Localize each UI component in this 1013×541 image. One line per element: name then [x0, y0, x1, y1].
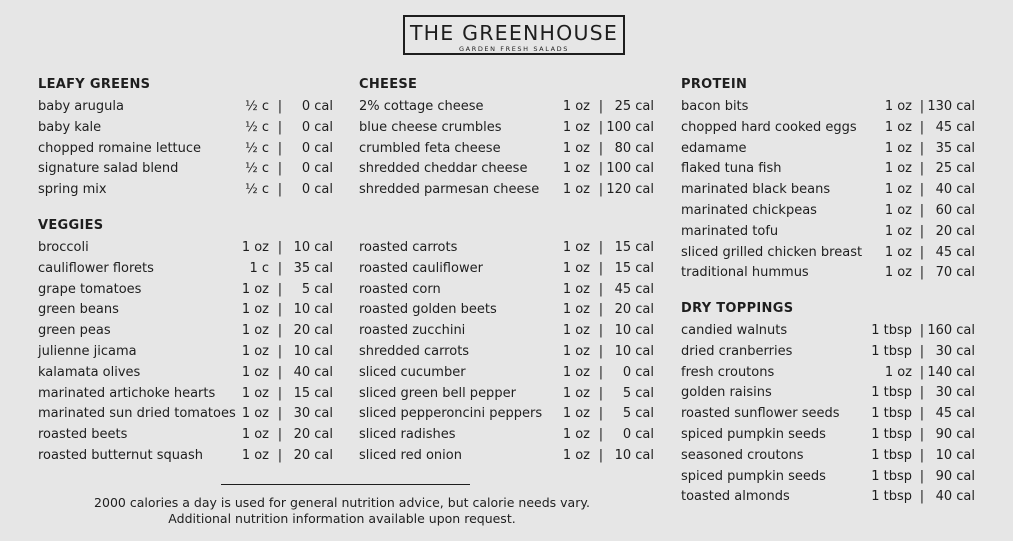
menu-item — [681, 445, 975, 466]
menu-item-calories: 20 cal — [293, 427, 333, 443]
menu-item — [359, 341, 654, 362]
menu-item — [38, 383, 333, 404]
menu-item-name: roasted carrots — [359, 240, 458, 255]
menu-item-serving: 1 c — [249, 260, 269, 276]
menu-item-separator: | — [598, 240, 604, 255]
menu-item-serving: 1 oz — [884, 182, 912, 198]
menu-item-serving: ½ c — [245, 161, 269, 177]
menu-item-separator: | — [919, 427, 925, 442]
menu-item-calories: 35 cal — [293, 260, 333, 276]
menu-item-separator: | — [919, 203, 925, 218]
menu-item-calories: 45 cal — [935, 244, 975, 260]
menu-item-calories: 45 cal — [614, 281, 654, 297]
menu-item-serving: ½ c — [245, 140, 269, 156]
menu-item-serving: 1 oz — [562, 119, 590, 135]
menu-item — [38, 403, 333, 424]
menu-item-separator: | — [277, 344, 283, 359]
menu-item-separator: | — [919, 265, 925, 281]
menu-item-separator: | — [598, 406, 604, 422]
menu-item-separator: | — [919, 323, 925, 338]
menu-item-serving: 1 oz — [241, 344, 269, 359]
menu-item-calories: 40 cal — [935, 182, 975, 198]
menu-item-serving: 1 oz — [562, 302, 590, 318]
menu-item — [359, 117, 654, 138]
menu-item-name: sliced grilled chicken breast — [681, 244, 863, 260]
menu-item-separator: | — [919, 343, 925, 359]
menu-item-calories: 15 cal — [614, 240, 654, 255]
menu-item-serving: 1 tbsp — [871, 468, 912, 484]
menu-item-serving: 1 oz — [884, 140, 912, 156]
menu-item-calories: 0 cal — [622, 427, 654, 443]
menu-item-name: roasted beets — [38, 427, 128, 443]
menu-item-serving: 1 tbsp — [871, 406, 912, 422]
menu-item-serving: 1 oz — [884, 265, 912, 281]
menu-item-separator: | — [598, 119, 604, 135]
menu-item-separator: | — [598, 140, 604, 156]
menu-item-serving: 1 tbsp — [871, 323, 912, 338]
menu-item-calories: 10 cal — [935, 447, 975, 463]
menu-item-calories: 20 cal — [293, 448, 333, 463]
menu-item-calories: 30 cal — [935, 343, 975, 359]
menu-item-serving: 1 oz — [562, 344, 590, 359]
menu-item — [681, 486, 975, 507]
menu-item — [681, 138, 975, 159]
menu-item-separator: | — [598, 161, 604, 177]
menu-item — [38, 237, 333, 258]
menu-item-name: green peas — [38, 323, 111, 339]
menu-item-serving: 1 oz — [562, 260, 590, 276]
menu-item — [38, 362, 333, 383]
menu-item — [681, 117, 975, 138]
menu-item-calories: 140 cal — [927, 364, 975, 380]
menu-item — [359, 299, 654, 320]
menu-item-calories: 20 cal — [935, 223, 975, 239]
menu-item-name: kalamata olives — [38, 364, 141, 380]
menu-item-serving: 1 tbsp — [871, 385, 912, 401]
menu-item-separator: | — [277, 119, 283, 135]
menu-item — [359, 403, 654, 424]
menu-item-name: sliced green bell pepper — [359, 385, 516, 401]
menu-item-name: marinated sun dried tomatoes — [38, 406, 236, 422]
menu-item-serving: 1 oz — [562, 281, 590, 297]
menu-item-calories: 20 cal — [614, 302, 654, 318]
menu-item — [38, 258, 333, 279]
menu-item-serving: 1 oz — [241, 240, 269, 255]
menu-item-serving: 1 oz — [884, 364, 912, 380]
nutrition-note: 2000 calories a day is used for general nutrition advice, but calorie needs vary. — [94, 495, 590, 510]
menu-item-separator: | — [598, 344, 604, 359]
menu-item-calories: 160 cal — [927, 323, 975, 338]
menu-item-calories: 10 cal — [293, 302, 333, 318]
menu-item-serving: 1 oz — [562, 240, 590, 255]
menu-item-serving: ½ c — [245, 182, 269, 198]
menu-item-name: marinated chickpeas — [681, 203, 817, 218]
menu-item-serving: 1 oz — [562, 323, 590, 339]
menu-item-serving: 1 oz — [562, 385, 590, 401]
menu-item — [38, 158, 333, 179]
menu-item-calories: 60 cal — [935, 203, 975, 218]
menu-item-calories: 0 cal — [301, 161, 333, 177]
menu-item-name: blue cheese crumbles — [359, 119, 502, 135]
section-heading-leafy: LEAFY GREENS — [38, 77, 151, 92]
menu-item — [359, 179, 654, 200]
menu-item-serving: 1 oz — [884, 223, 912, 239]
menu-item — [359, 424, 654, 445]
menu-item-calories: 10 cal — [293, 240, 333, 255]
menu-item-separator: | — [277, 182, 283, 198]
menu-item-separator: | — [277, 406, 283, 422]
menu-item-serving: ½ c — [245, 99, 269, 114]
menu-item-calories: 0 cal — [622, 364, 654, 380]
menu-item-serving: 1 oz — [562, 427, 590, 443]
menu-item — [681, 262, 975, 283]
menu-item-name: candied walnuts — [681, 323, 788, 338]
menu-item — [681, 320, 975, 341]
menu-item-name: marinated artichoke hearts — [38, 385, 216, 401]
menu-item-serving: 1 oz — [241, 281, 269, 297]
menu-item-name: toasted almonds — [681, 489, 790, 505]
menu-item-separator: | — [919, 223, 925, 239]
menu-item-serving: 1 tbsp — [871, 427, 912, 442]
menu-item — [359, 96, 654, 117]
menu-item-name: seasoned croutons — [681, 447, 804, 463]
menu-item-serving: ½ c — [245, 119, 269, 135]
menu-item-name: roasted butternut squash — [38, 448, 203, 463]
menu-item-separator: | — [598, 302, 604, 318]
menu-item-serving: 1 oz — [241, 323, 269, 339]
menu-item-name: broccoli — [38, 240, 89, 255]
menu-item-separator: | — [277, 427, 283, 443]
menu-item-name: roasted cauliflower — [359, 260, 483, 276]
menu-item-name: 2% cottage cheese — [359, 99, 484, 114]
menu-item — [681, 96, 975, 117]
menu-item-name: sliced red onion — [359, 448, 462, 463]
menu-item-calories: 10 cal — [614, 344, 654, 359]
menu-item — [681, 200, 975, 221]
menu-item-separator: | — [919, 468, 925, 484]
menu-item — [681, 341, 975, 362]
footer-divider — [221, 484, 470, 485]
brand-tagline: GARDEN FRESH SALADS — [459, 45, 569, 53]
menu-item-name: spiced pumpkin seeds — [681, 468, 826, 484]
menu-item — [681, 403, 975, 424]
menu-item — [359, 383, 654, 404]
menu-item-calories: 5 cal — [301, 281, 333, 297]
menu-item-serving: 1 oz — [562, 406, 590, 422]
menu-item-calories: 30 cal — [293, 406, 333, 422]
menu-item-name: roasted golden beets — [359, 302, 497, 318]
menu-item-name: shredded carrots — [359, 344, 470, 359]
menu-item-separator: | — [919, 489, 925, 505]
menu-item-serving: 1 oz — [241, 385, 269, 401]
menu-item-separator: | — [277, 260, 283, 276]
menu-item-name: marinated tofu — [681, 223, 779, 239]
menu-item — [38, 117, 333, 138]
menu-item-serving: 1 tbsp — [871, 447, 912, 463]
menu-item-serving: 1 oz — [562, 182, 590, 198]
menu-item-separator: | — [598, 281, 604, 297]
menu-item-calories: 100 cal — [606, 119, 654, 135]
menu-item — [681, 382, 975, 403]
menu-item-calories: 90 cal — [935, 468, 975, 484]
menu-item — [681, 466, 975, 487]
menu-item — [38, 279, 333, 300]
menu-item-separator: | — [598, 182, 604, 198]
menu-item — [359, 279, 654, 300]
menu-item-name: julienne jicama — [38, 344, 137, 359]
menu-item-separator: | — [919, 161, 925, 177]
menu-item-serving: 1 oz — [562, 161, 590, 177]
menu-item-name: spring mix — [38, 182, 107, 198]
menu-item-calories: 0 cal — [301, 182, 333, 198]
menu-item-serving: 1 oz — [562, 448, 590, 463]
menu-item-name: roasted zucchini — [359, 323, 466, 339]
menu-item-serving: 1 tbsp — [871, 489, 912, 505]
menu-item-calories: 15 cal — [614, 260, 654, 276]
menu-item-name: shredded cheddar cheese — [359, 161, 528, 177]
menu-item-calories: 10 cal — [614, 323, 654, 339]
menu-item-serving: 1 oz — [241, 364, 269, 380]
menu-item-name: crumbled feta cheese — [359, 140, 501, 156]
menu-item — [359, 138, 654, 159]
menu-item-calories: 5 cal — [622, 385, 654, 401]
menu-item-calories: 80 cal — [614, 140, 654, 156]
menu-item-separator: | — [598, 385, 604, 401]
menu-item-name: baby arugula — [38, 99, 124, 114]
menu-item-name: baby kale — [38, 119, 102, 135]
menu-item-serving: 1 oz — [884, 161, 912, 177]
menu-item — [38, 138, 333, 159]
menu-item — [38, 96, 333, 117]
menu-item-calories: 0 cal — [301, 99, 333, 114]
menu-item-separator: | — [598, 99, 604, 114]
menu-item-calories: 70 cal — [935, 265, 975, 281]
menu-item-name: signature salad blend — [38, 161, 179, 177]
menu-item-separator: | — [598, 364, 604, 380]
menu-item-separator: | — [919, 182, 925, 198]
menu-item-serving: 1 tbsp — [871, 343, 912, 359]
menu-item-name: cauliflower florets — [38, 260, 154, 276]
menu-item-calories: 0 cal — [301, 140, 333, 156]
menu-item-name: fresh croutons — [681, 364, 775, 380]
menu-item-name: sliced radishes — [359, 427, 456, 443]
menu-item-calories: 120 cal — [606, 182, 654, 198]
menu-item — [681, 424, 975, 445]
menu-item-separator: | — [598, 260, 604, 276]
menu-item-name: flaked tuna fish — [681, 161, 782, 177]
menu-item-separator: | — [919, 244, 925, 260]
menu-item-separator: | — [598, 448, 604, 463]
section-heading-dry: DRY TOPPINGS — [681, 301, 794, 316]
menu-item-name: chopped hard cooked eggs — [681, 119, 857, 135]
menu-item-separator: | — [277, 302, 283, 318]
menu-item-separator: | — [919, 99, 925, 114]
menu-item — [359, 158, 654, 179]
menu-item — [38, 341, 333, 362]
menu-item-separator: | — [598, 427, 604, 443]
menu-item-separator: | — [919, 119, 925, 135]
menu-item-serving: 1 oz — [562, 140, 590, 156]
menu-item-separator: | — [277, 140, 283, 156]
menu-item-separator: | — [277, 364, 283, 380]
menu-item-separator: | — [919, 447, 925, 463]
menu-item — [38, 179, 333, 200]
section-heading-cheese: CHEESE — [359, 77, 418, 92]
menu-item — [38, 299, 333, 320]
menu-item-calories: 25 cal — [614, 99, 654, 114]
section-heading-protein: PROTEIN — [681, 77, 748, 92]
menu-item-name: roasted corn — [359, 281, 441, 297]
menu-item-separator: | — [277, 385, 283, 401]
menu-item — [359, 258, 654, 279]
menu-item-name: edamame — [681, 140, 747, 156]
menu-item-separator: | — [277, 323, 283, 339]
menu-item-calories: 15 cal — [293, 385, 333, 401]
section-heading-veggies: VEGGIES — [38, 218, 104, 233]
menu-item-serving: 1 oz — [562, 364, 590, 380]
menu-item-calories: 40 cal — [935, 489, 975, 505]
menu-item-calories: 35 cal — [935, 140, 975, 156]
menu-item-name: bacon bits — [681, 99, 749, 114]
menu-item-serving: 1 oz — [884, 203, 912, 218]
menu-item — [38, 445, 333, 466]
menu-item-name: traditional hummus — [681, 265, 809, 281]
menu-item-separator: | — [277, 240, 283, 255]
menu-item-serving: 1 oz — [241, 427, 269, 443]
menu-item-calories: 45 cal — [935, 406, 975, 422]
menu-item-name: spiced pumpkin seeds — [681, 427, 826, 442]
menu-item-calories: 20 cal — [293, 323, 333, 339]
menu-item-calories: 130 cal — [927, 99, 975, 114]
menu-item — [681, 158, 975, 179]
menu-item — [359, 320, 654, 341]
menu-item-name: sliced pepperoncini peppers — [359, 406, 543, 422]
menu-item-calories: 0 cal — [301, 119, 333, 135]
menu-item — [359, 445, 654, 466]
menu-item-name: green beans — [38, 302, 119, 318]
menu-item-separator: | — [919, 385, 925, 401]
menu-item-calories: 5 cal — [622, 406, 654, 422]
menu-item-separator: | — [277, 281, 283, 297]
menu-item — [681, 179, 975, 200]
menu-item-name: grape tomatoes — [38, 281, 142, 297]
menu-item-separator: | — [598, 323, 604, 339]
nutrition-note-secondary: Additional nutrition information available upon request. — [168, 511, 516, 526]
menu-item — [38, 424, 333, 445]
menu-item-calories: 100 cal — [606, 161, 654, 177]
menu-item-calories: 10 cal — [614, 448, 654, 463]
menu-item — [681, 221, 975, 242]
menu-item — [359, 237, 654, 258]
menu-item-serving: 1 oz — [884, 244, 912, 260]
menu-item-name: dried cranberries — [681, 343, 793, 359]
menu-item-name: chopped romaine lettuce — [38, 140, 202, 156]
menu-item-calories: 30 cal — [935, 385, 975, 401]
menu-item-serving: 1 oz — [562, 99, 590, 114]
menu-item-name: shredded parmesan cheese — [359, 182, 540, 198]
menu-item-separator: | — [919, 364, 925, 380]
menu-item-name: sliced cucumber — [359, 364, 466, 380]
menu-item-name: golden raisins — [681, 385, 772, 401]
menu-item-name: marinated black beans — [681, 182, 831, 198]
menu-item — [681, 362, 975, 383]
menu-item-serving: 1 oz — [884, 119, 912, 135]
menu-item-serving: 1 oz — [241, 302, 269, 318]
menu-item-calories: 45 cal — [935, 119, 975, 135]
menu-item-calories: 40 cal — [293, 364, 333, 380]
menu-item-serving: 1 oz — [884, 99, 912, 114]
brand-logo — [403, 15, 625, 55]
menu-item-calories: 25 cal — [935, 161, 975, 177]
menu-item-separator: | — [277, 448, 283, 463]
menu-item-separator: | — [277, 161, 283, 177]
menu-item — [359, 362, 654, 383]
menu-item-name: roasted sunflower seeds — [681, 406, 840, 422]
menu-item — [38, 320, 333, 341]
brand-name: THE GREENHOUSE — [409, 21, 619, 45]
menu-item-separator: | — [919, 140, 925, 156]
menu-item — [681, 242, 975, 263]
menu-item-serving: 1 oz — [241, 448, 269, 463]
menu-item-separator: | — [277, 99, 283, 114]
menu-item-separator: | — [919, 406, 925, 422]
menu-item-serving: 1 oz — [241, 406, 269, 422]
menu-item-calories: 90 cal — [935, 427, 975, 442]
menu-item-calories: 10 cal — [293, 344, 333, 359]
